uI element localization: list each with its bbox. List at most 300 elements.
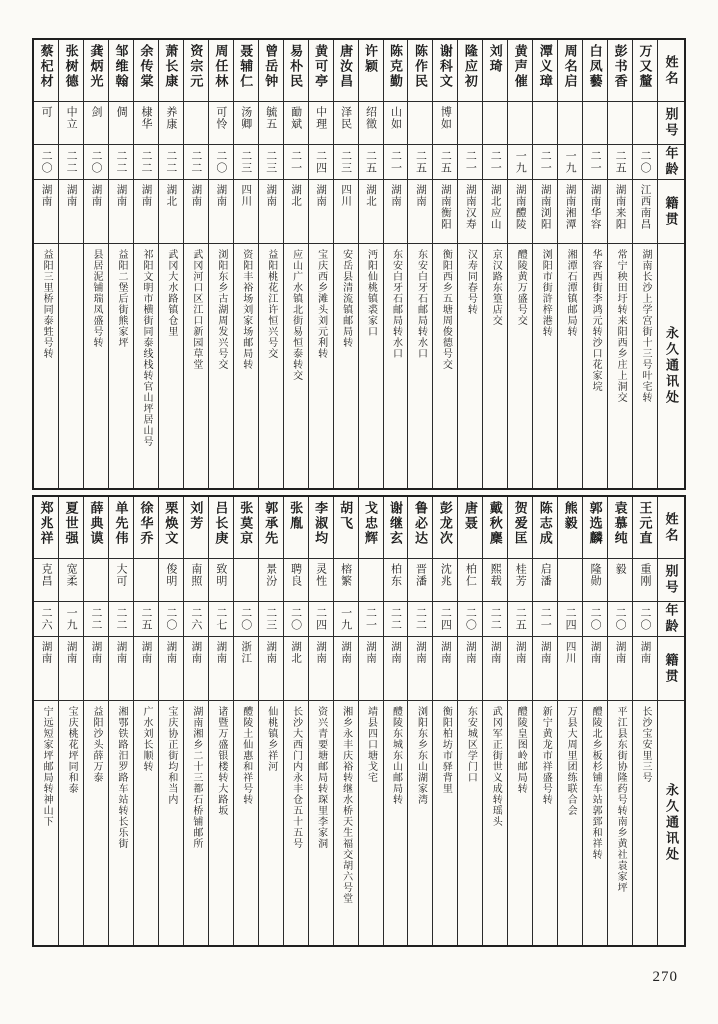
alias-cell-text: 景汾: [264, 563, 277, 587]
row-label-text: 籍贯: [663, 195, 679, 228]
alias-cell-text: 泽民: [339, 106, 352, 130]
name-cell: [408, 40, 432, 102]
address-cell: [59, 244, 83, 488]
name-cell-text: 易朴民: [288, 44, 304, 89]
age-cell-text: 二〇: [214, 150, 227, 174]
alias-cell: [309, 102, 333, 145]
age-cell: [59, 602, 83, 637]
age-cell-text: 二一: [289, 150, 302, 174]
name-cell-text: 万又釐: [637, 44, 653, 89]
person-column: [333, 497, 358, 945]
alias-cell: [109, 102, 133, 145]
native-cell: [109, 637, 133, 701]
address-cell-text: 万县大周里团练联合会: [565, 706, 577, 816]
native-cell-text: 湖南华容: [589, 184, 601, 230]
native-cell-text: 湖南: [340, 641, 352, 664]
age-cell: [558, 145, 582, 180]
alias-cell: [359, 102, 383, 145]
native-cell: [184, 180, 208, 244]
alias-cell: [558, 102, 582, 145]
name-cell: [59, 40, 83, 102]
age-cell-text: 二二: [389, 607, 402, 631]
name-cell-text: 曾岳钟: [263, 44, 279, 89]
row-label-text: 籍贯: [663, 652, 679, 685]
person-column: [183, 497, 208, 945]
native-cell-text: 湖南来阳: [614, 184, 626, 230]
age-cell-text: 二五: [139, 607, 152, 631]
address-cell: [583, 244, 607, 488]
address-cell: [84, 701, 108, 945]
address-cell-text: 资阳丰裕场刘家场邮局转: [240, 249, 252, 370]
name-cell-text: 胡飞: [338, 501, 354, 531]
address-cell-text: 宝庆协正街均和当内: [165, 706, 177, 805]
alias-cell-text: 剑: [90, 106, 103, 118]
native-cell: [209, 637, 233, 701]
native-cell-text: 湖南: [315, 184, 327, 207]
age-cell: [359, 602, 383, 637]
age-cell: [34, 145, 58, 180]
person-column: [407, 40, 432, 488]
address-cell: [134, 701, 158, 945]
native-cell: [284, 180, 308, 244]
native-cell-text: 四川: [564, 641, 576, 664]
person-column: [632, 40, 657, 488]
age-cell-text: 二二: [65, 150, 78, 174]
native-cell-text: 湖南: [489, 641, 501, 664]
age-cell-text: 二二: [189, 150, 202, 174]
alias-cell-text: 灵性: [314, 563, 327, 587]
alias-cell: [483, 102, 507, 145]
age-cell: [109, 145, 133, 180]
name-cell: [334, 40, 358, 102]
alias-cell: [533, 559, 557, 602]
address-cell-text: 华容西街李鸿元转沙口花家垸: [590, 249, 602, 392]
native-cell: [134, 180, 158, 244]
age-cell-text: 二四: [564, 607, 577, 631]
address-cell: [608, 244, 632, 488]
alias-cell: [84, 559, 108, 602]
name-cell: [583, 497, 607, 559]
name-cell-text: 白凤藝: [587, 44, 603, 89]
native-cell-text: 四川: [240, 184, 252, 207]
alias-cell: [184, 102, 208, 145]
name-cell-text: 余传棠: [138, 44, 154, 89]
age-cell: [633, 145, 657, 180]
native-cell: [408, 180, 432, 244]
native-cell-text: 湖南: [65, 184, 77, 207]
alias-cell-text: 可: [40, 106, 53, 118]
address-cell: [209, 244, 233, 488]
native-cell-text: 江西南昌: [639, 184, 651, 230]
native-cell-text: 湖南: [365, 641, 377, 664]
person-column: [383, 497, 408, 945]
age-cell-text: 二〇: [40, 150, 53, 174]
alias-cell: [334, 102, 358, 145]
age-cell-text: 一九: [339, 607, 352, 631]
native-cell-text: 湖北应山: [489, 184, 501, 230]
age-cell-text: 二〇: [90, 150, 103, 174]
row-label-alias: [658, 102, 684, 145]
name-cell-text: 熊毅: [562, 501, 578, 531]
address-cell: [309, 701, 333, 945]
person-column: [507, 40, 532, 488]
address-cell: [134, 244, 158, 488]
age-cell-text: 二一: [489, 150, 502, 174]
age-cell: [134, 145, 158, 180]
native-cell: [209, 180, 233, 244]
name-cell-text: 黄可亭: [313, 44, 329, 89]
alias-cell-text: 倜: [115, 106, 127, 118]
age-cell: [134, 602, 158, 637]
age-cell-text: 二五: [414, 150, 427, 174]
alias-cell: [159, 559, 183, 602]
age-cell: [34, 602, 58, 637]
alias-cell-text: 俊明: [164, 563, 177, 587]
native-cell-text: 湖南浏阳: [539, 184, 551, 230]
alias-cell-text: 晋潘: [414, 563, 427, 587]
native-cell: [508, 180, 532, 244]
native-cell-text: 浙江: [240, 641, 252, 664]
age-cell: [59, 145, 83, 180]
alias-cell: [59, 559, 83, 602]
name-cell: [608, 497, 632, 559]
age-cell: [433, 602, 457, 637]
native-cell-text: 湖南: [90, 641, 102, 664]
name-cell: [109, 497, 133, 559]
address-cell: [508, 244, 532, 488]
native-cell: [533, 637, 557, 701]
address-cell-text: 沔阳仙桃镇裘家口: [365, 249, 377, 337]
address-cell: [384, 244, 408, 488]
address-cell-text: 东安白牙石邮局转水口: [415, 249, 427, 359]
name-cell: [433, 497, 457, 559]
age-cell: [309, 602, 333, 637]
alias-cell: [633, 102, 657, 145]
age-cell-text: 二五: [364, 150, 377, 174]
address-cell: [408, 244, 432, 488]
address-cell: [309, 244, 333, 488]
address-cell-text: 湘潭石潭镇邮局转: [565, 249, 577, 337]
row-label-text: 年龄: [663, 603, 679, 635]
name-cell-text: 聂辅仁: [238, 44, 254, 89]
person-column: [308, 497, 333, 945]
roster-table-bottom: [32, 495, 686, 947]
age-cell: [309, 145, 333, 180]
native-cell: [558, 637, 582, 701]
name-cell: [209, 497, 233, 559]
name-cell-text: 戴秋麇: [487, 501, 503, 546]
person-column: [83, 497, 108, 945]
name-cell: [184, 40, 208, 102]
alias-cell-text: 熙载: [489, 563, 502, 587]
alias-cell: [384, 559, 408, 602]
person-column: [283, 497, 308, 945]
address-cell-text: 诸暨万盛银楼转大路坂: [215, 706, 227, 816]
native-cell-text: 湖南: [439, 641, 451, 664]
alias-cell-text: 中理: [314, 106, 327, 130]
name-cell: [34, 497, 58, 559]
age-cell-text: 二二: [90, 607, 103, 631]
native-cell-text: 湖南: [40, 641, 52, 664]
age-cell: [259, 145, 283, 180]
address-cell: [633, 701, 657, 945]
address-cell: [508, 701, 532, 945]
native-cell-text: 湖南: [65, 641, 77, 664]
name-cell: [433, 40, 457, 102]
name-cell-text: 刘芳: [188, 501, 204, 531]
age-cell-text: 二四: [439, 607, 452, 631]
address-cell-text: 醴陵土仙惠和祥号转: [240, 706, 252, 805]
native-cell-text: 湖南衡阳: [439, 184, 451, 230]
alias-cell-text: 克昌: [40, 563, 53, 587]
native-cell-text: 湖南: [639, 641, 651, 664]
address-cell-text: 宝庆西乡滩头刘元利转: [315, 249, 327, 359]
name-cell-text: 贺爱匡: [512, 501, 528, 546]
alias-cell: [433, 102, 457, 145]
person-column: [183, 40, 208, 488]
address-cell: [633, 244, 657, 488]
age-cell: [458, 602, 482, 637]
name-cell: [458, 497, 482, 559]
age-cell: [334, 602, 358, 637]
age-cell-text: 二〇: [239, 607, 252, 631]
alias-cell-text: 勔斌: [289, 106, 302, 130]
person-column: [208, 40, 233, 488]
alias-cell: [458, 559, 482, 602]
name-cell-text: 刘琦: [487, 44, 503, 74]
age-cell-text: 二一: [539, 607, 552, 631]
alias-cell: [633, 559, 657, 602]
name-cell-text: 吕长庚: [213, 501, 229, 546]
native-cell: [359, 180, 383, 244]
person-column: [83, 40, 108, 488]
address-cell: [234, 701, 258, 945]
native-cell: [84, 637, 108, 701]
person-column: [158, 497, 183, 945]
person-column: [283, 40, 308, 488]
native-cell-text: 湖南: [539, 641, 551, 664]
age-cell: [408, 602, 432, 637]
age-cell: [334, 145, 358, 180]
address-cell: [184, 244, 208, 488]
name-cell-text: 邹维翰: [113, 44, 129, 89]
name-cell: [608, 40, 632, 102]
native-cell-text: 湖南: [315, 641, 327, 664]
address-cell-text: 新宁黄龙市祥盛号转: [540, 706, 552, 805]
address-cell-text: 益阳沙头薛万泰: [91, 706, 103, 783]
name-cell: [334, 497, 358, 559]
name-cell-text: 唐聂: [462, 501, 478, 531]
alias-cell-text: 隆勋: [589, 563, 602, 587]
address-cell-text: 武冈军正街世义成转瑶头: [490, 706, 502, 827]
name-cell-text: 许颖: [363, 44, 379, 74]
address-cell: [433, 701, 457, 945]
age-cell: [433, 145, 457, 180]
row-label-alias: [658, 559, 684, 602]
address-cell-text: 广水刘长顺转: [140, 706, 152, 772]
alias-cell-text: 榕繁: [339, 563, 352, 587]
name-cell: [84, 497, 108, 559]
native-cell-text: 湖南: [464, 641, 476, 664]
alias-cell: [508, 559, 532, 602]
address-cell: [334, 701, 358, 945]
alias-cell-text: 聘良: [289, 563, 302, 587]
native-cell: [483, 637, 507, 701]
age-cell-text: 二〇: [289, 607, 302, 631]
alias-cell-text: 绍徵: [364, 106, 377, 130]
age-cell: [608, 145, 632, 180]
name-cell: [309, 497, 333, 559]
age-cell: [508, 602, 532, 637]
alias-cell: [234, 559, 258, 602]
person-column: [482, 497, 507, 945]
native-cell: [309, 180, 333, 244]
name-cell: [359, 497, 383, 559]
native-cell: [433, 180, 457, 244]
alias-cell-text: 博如: [439, 106, 452, 130]
native-cell: [633, 637, 657, 701]
age-cell-text: 二六: [40, 607, 53, 631]
age-cell: [384, 602, 408, 637]
native-cell: [483, 180, 507, 244]
native-cell-text: 湖北: [290, 641, 302, 664]
age-cell: [508, 145, 532, 180]
name-cell: [84, 40, 108, 102]
name-cell-text: 唐汝昌: [338, 44, 354, 89]
alias-cell: [284, 102, 308, 145]
address-cell-text: 浏阳东乡古湖周发兴号交: [215, 249, 227, 370]
person-column: [557, 40, 582, 488]
age-cell-text: 一九: [564, 150, 577, 174]
native-cell: [284, 637, 308, 701]
alias-cell: [234, 102, 258, 145]
native-cell-text: 湖南: [614, 641, 626, 664]
name-cell: [259, 40, 283, 102]
native-cell: [408, 637, 432, 701]
native-cell: [84, 180, 108, 244]
address-cell: [458, 244, 482, 488]
person-column: [632, 497, 657, 945]
row-label-name: [658, 40, 684, 102]
address-cell-text: 宁远短家坪邮局转神山下: [41, 706, 53, 827]
alias-cell: [408, 559, 432, 602]
native-cell-text: 四川: [340, 184, 352, 207]
native-cell-text: 湖南: [115, 641, 127, 664]
age-cell: [284, 145, 308, 180]
name-cell: [234, 40, 258, 102]
person-column: [582, 497, 607, 945]
age-cell: [533, 602, 557, 637]
address-cell-text: 京汉路东篁店交: [490, 249, 502, 326]
age-cell-text: 二二: [139, 150, 152, 174]
name-cell: [284, 40, 308, 102]
native-cell: [159, 180, 183, 244]
native-cell-text: 湖南: [389, 184, 401, 207]
person-column: [383, 40, 408, 488]
address-cell: [533, 244, 557, 488]
age-cell-text: 二二: [489, 607, 502, 631]
person-column: [133, 40, 158, 488]
age-cell-text: 二一: [464, 150, 477, 174]
alias-cell-text: 启潘: [539, 563, 552, 587]
alias-cell: [608, 559, 632, 602]
row-label-text: 姓名: [663, 54, 679, 87]
name-cell-text: 资宗元: [188, 44, 204, 89]
native-cell: [633, 180, 657, 244]
name-cell-text: 薛典谟: [88, 501, 104, 546]
age-cell: [284, 602, 308, 637]
age-cell: [384, 145, 408, 180]
alias-cell: [109, 559, 133, 602]
name-cell: [633, 497, 657, 559]
name-cell: [408, 497, 432, 559]
address-cell: [334, 244, 358, 488]
alias-cell: [309, 559, 333, 602]
native-cell-text: 湖南醴陵: [514, 184, 526, 230]
person-column: [358, 40, 383, 488]
native-cell: [384, 637, 408, 701]
native-cell-text: 湖南: [589, 641, 601, 664]
age-cell-text: 二一: [539, 150, 552, 174]
alias-cell-text: 毓五: [264, 106, 277, 130]
alias-cell-text: 宽柔: [65, 563, 78, 587]
name-cell-text: 黄声催: [512, 44, 528, 89]
person-column: [358, 497, 383, 945]
name-cell-text: 张树德: [63, 44, 79, 89]
row-label-text: 别号: [663, 564, 679, 596]
age-cell: [234, 602, 258, 637]
address-cell: [433, 244, 457, 488]
age-cell: [184, 602, 208, 637]
address-cell: [359, 244, 383, 488]
address-cell: [159, 244, 183, 488]
alias-cell: [583, 102, 607, 145]
alias-cell: [558, 559, 582, 602]
address-cell: [259, 701, 283, 945]
age-cell: [259, 602, 283, 637]
address-cell-text: 浏阳东乡东山湖家湾: [415, 706, 427, 805]
age-cell: [583, 145, 607, 180]
alias-cell-text: 重刚: [639, 563, 652, 587]
native-cell: [433, 637, 457, 701]
alias-cell-text: 中立: [65, 106, 78, 130]
age-cell: [84, 145, 108, 180]
age-cell-text: 二〇: [614, 607, 627, 631]
name-cell: [109, 40, 133, 102]
address-cell: [408, 701, 432, 945]
name-cell: [483, 40, 507, 102]
age-cell: [483, 602, 507, 637]
name-cell-text: 戈忠辉: [363, 501, 379, 546]
address-cell: [284, 701, 308, 945]
row-label-text: 姓名: [663, 511, 679, 544]
native-cell: [309, 637, 333, 701]
person-column: [158, 40, 183, 488]
person-column: [58, 40, 83, 488]
native-cell-text: 湖南: [514, 641, 526, 664]
address-cell-text: 常宁秧田圩转来阳西乡庄上洞交: [615, 249, 627, 403]
age-cell-text: 二五: [514, 607, 527, 631]
native-cell: [583, 637, 607, 701]
address-cell: [184, 701, 208, 945]
person-column: [582, 40, 607, 488]
address-cell-text: 长沙大西门内永丰仓五十五号: [290, 706, 302, 849]
address-cell: [34, 701, 58, 945]
native-cell: [608, 180, 632, 244]
alias-cell: [159, 102, 183, 145]
person-column: [457, 40, 482, 488]
address-cell: [608, 701, 632, 945]
